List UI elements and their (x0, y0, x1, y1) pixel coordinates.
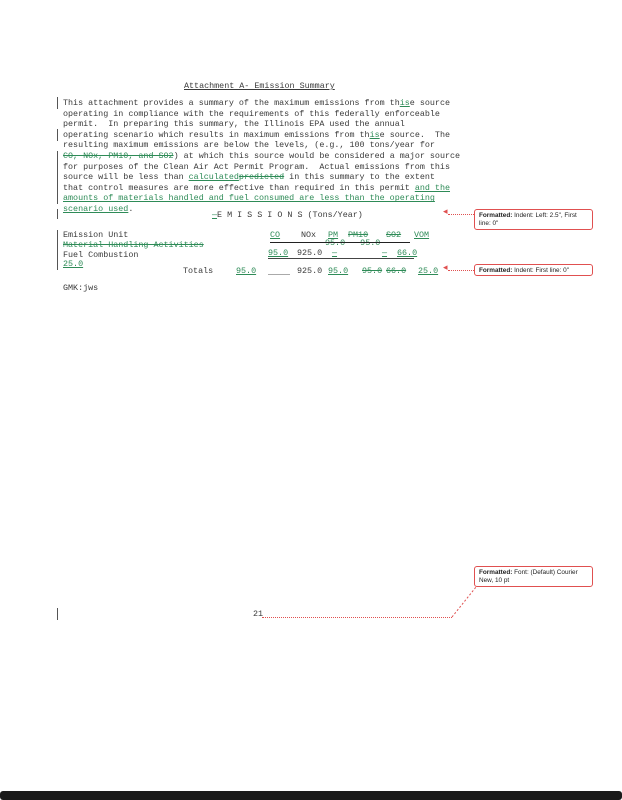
text-run: . (128, 203, 134, 214)
text-run: in this summary to the extent (284, 172, 435, 183)
col-emission-unit: Emission Unit (63, 230, 129, 240)
comment-leader-diagonal (440, 585, 480, 621)
text-run: for purposes of the Clean Air Act Permit Program. Actual emissions from this (63, 161, 450, 172)
emissions-units: (Tons/Year) (307, 210, 363, 220)
change-bar (57, 230, 58, 270)
deleted-text: predicted (238, 172, 285, 183)
paragraph-line (63, 130, 460, 141)
comment-anchor-icon: ◂ (443, 207, 448, 217)
paragraph-line (63, 162, 460, 173)
col-vom: VOM (414, 230, 430, 240)
change-bar (57, 162, 58, 204)
paragraph-line (63, 183, 460, 194)
totals-nox: 925.0 (297, 266, 323, 276)
comment-anchor-icon: ◂ (443, 263, 448, 273)
totals-blank-rule (268, 274, 290, 275)
formatting-comment[interactable] (474, 209, 593, 230)
emissions-header-prefix: — (212, 210, 218, 220)
text-run: e source (409, 98, 451, 108)
author-initials: GMK:jws (63, 283, 99, 293)
paragraph-line (63, 151, 460, 162)
attachment-title: Attachment A- Emission Summary (184, 81, 335, 91)
comment-text: Indent: First line: 0" (512, 267, 569, 274)
col-co: CO (270, 230, 281, 240)
inserted-text: is (399, 98, 410, 108)
totals-co: 95.0 (236, 266, 257, 276)
change-bar (57, 608, 58, 620)
comment-label: Formatted: (479, 212, 513, 219)
totals-so2: 66.0 (386, 266, 407, 276)
row-fuel-combustion: Fuel Combustion (63, 250, 139, 260)
col-so2: SO2 (386, 230, 402, 240)
comment-leader (448, 270, 474, 271)
text-run: resulting maximum emissions are below the levels, (e.g., 100 tons/year for (63, 140, 435, 151)
text-run: source will be less than (63, 172, 189, 183)
comment-text: Font: (Default) Courier New, 10 pt (479, 569, 578, 585)
totals-rule (268, 258, 414, 259)
change-bar (57, 129, 58, 141)
inserted-text: amounts of materials handled and fuel consumed are less than the operating (63, 193, 435, 204)
paragraph-line (63, 193, 460, 204)
comment-leader (262, 617, 452, 618)
totals-vom: 25.0 (418, 266, 439, 276)
paragraph-line (63, 98, 460, 109)
text-run: This attachment provides a summary of the maximum emissions from th (63, 98, 400, 108)
change-bar (57, 97, 58, 109)
text-run: that control measures are more effective than required in this permit (63, 182, 415, 193)
inserted-text: and the (414, 182, 450, 193)
col-pm: PM (328, 230, 339, 240)
formatting-comment[interactable] (474, 264, 593, 276)
inserted-text: is (369, 129, 380, 140)
fuel-so2: — (382, 248, 388, 258)
paragraph-line (63, 172, 460, 183)
page-number: 21 (253, 609, 264, 619)
text-run: operating in compliance with the requirements of this federally enforceable (63, 108, 440, 119)
text-run: ) at which this source would be considered a major source (173, 150, 461, 161)
fuel-pm: — (332, 248, 338, 258)
comment-label: Formatted: (479, 569, 513, 576)
totals-pm10: 95.0 (362, 266, 383, 276)
fuel-vom: 66.0 (397, 248, 418, 258)
change-bar (57, 209, 58, 219)
inserted-text: scenario used (63, 203, 129, 214)
formatting-comment[interactable] (474, 566, 593, 587)
col-pm10: PM10 (348, 230, 369, 240)
totals-label: Totals (183, 266, 214, 276)
emissions-header (212, 210, 363, 221)
row-material-values: 95.0 95.0 (325, 238, 381, 248)
inserted-text: calculated (188, 172, 239, 183)
text-run: permit. In preparing this summary, the Illinois EPA used the annual (63, 119, 405, 130)
deleted-text: CO, NOx, PM10, and SO2 (63, 150, 174, 161)
paragraph-line (63, 109, 460, 120)
table-rule (270, 242, 410, 243)
emissions-header-label: E M I S S I O N S (217, 210, 303, 220)
comment-label: Formatted: (479, 267, 513, 274)
scan-edge-bar (0, 791, 622, 800)
comment-leader (448, 214, 474, 215)
row-material-handling: Material Handling Activities (63, 240, 204, 250)
summary-paragraph (63, 98, 460, 215)
fuel-co: 95.0 (268, 248, 289, 258)
paragraph-line (63, 119, 460, 130)
paragraph-line (63, 140, 460, 151)
text-run: e source. The (379, 129, 451, 140)
text-run: operating scenario which results in maximum emissions from th (63, 129, 370, 140)
col-nox: NOx (301, 230, 317, 240)
fuel-continuation: 25.0 (63, 259, 84, 269)
totals-pm: 95.0 (328, 266, 349, 276)
fuel-nox: 925.0 (297, 248, 323, 258)
comment-text: Indent: Left: 2.5", First line: 0" (479, 212, 577, 228)
